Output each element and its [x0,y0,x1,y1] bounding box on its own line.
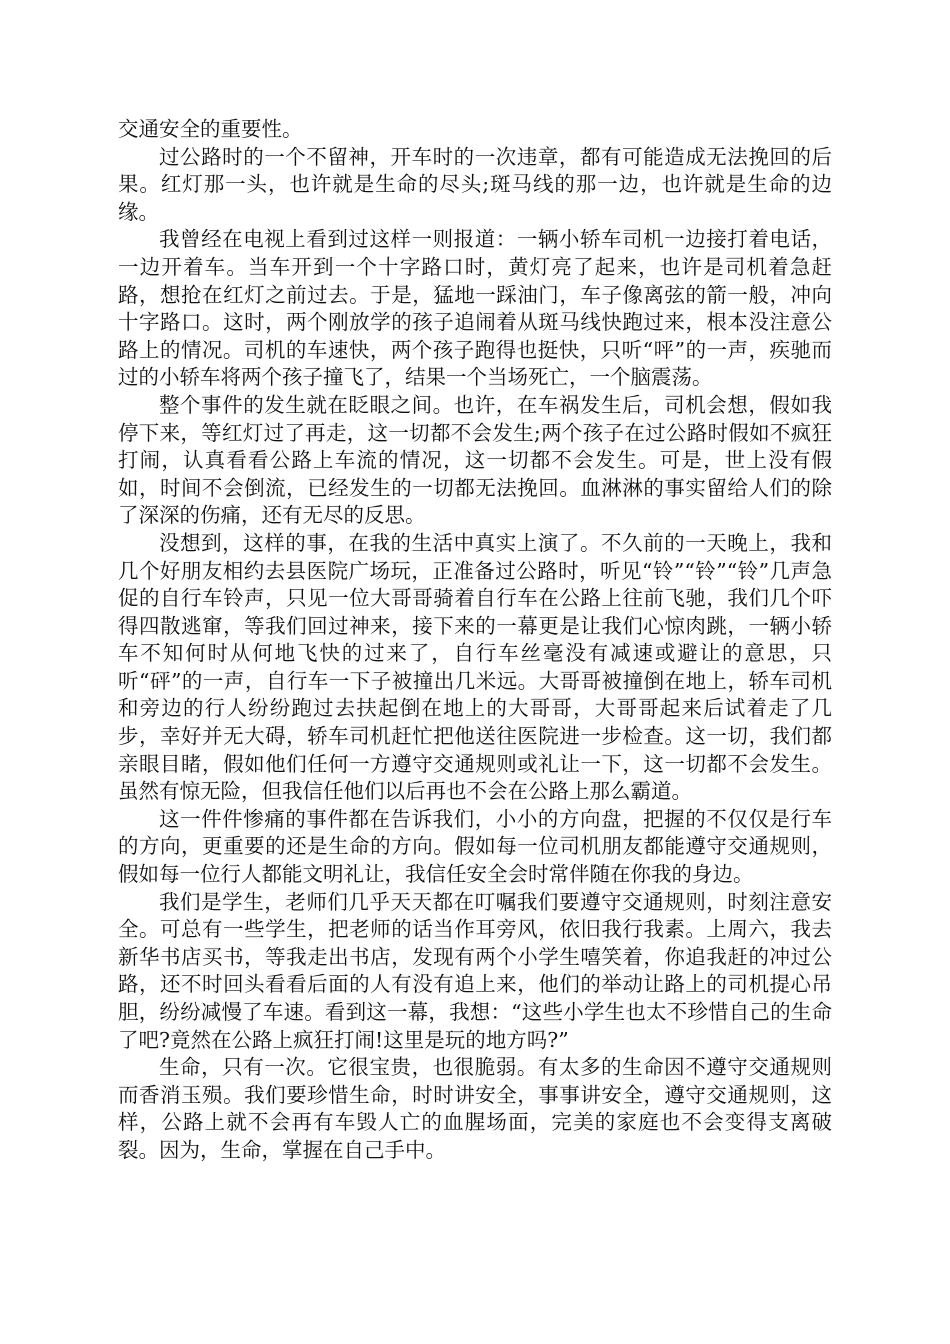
essay-body [118,116,832,1165]
paragraph-continuation: 交通安全的重要性。 [118,117,303,141]
paragraph: 这一件件惨痛的事件都在告诉我们，小小的方向盘，把握的不仅仅是行车的方向，更重要的还是生命的方向。假如每一位司机朋友都能遵守交通规则，假如每一位行人都能文明礼让，我信任安全会时常伴随在你我的身边。 [118,806,832,887]
paragraph: 没想到，这样的事，在我的生活中真实上演了。不久前的一天晚上，我和几个好朋友相约去县医院广场玩，正准备过公路时，听见“铃”“铃”“铃”几声急促的自行车铃声，只见一位大哥哥骑着自行车在公路上往前飞驰，我们几个吓得四散逃窜，等我们回过神来，接下来的一幕更是让我们心惊肉跳，一辆小轿车不知何时从何地飞快的过来了，自行车丝毫没有减速或避让的意思，只听“砰”的一声，自行车一下子被撞出几米远。大哥哥被撞倒在地上，轿车司机和旁边的行人纷纷跑过去扶起倒在地上的大哥哥，大哥哥起来后试着走了几步，幸好并无大碍，轿车司机赶忙把他送往医院进一步检查。这一切，我们都亲眼目睹，假如他们任何一方遵守交通规则或礼让一下，这一切都不会发生。虽然有惊无险，但我信任他们以后再也不会在公路上那么霸道。 [118,530,832,804]
paragraph: 我曾经在电视上看到过这样一则报道：一辆小轿车司机一边接打着电话，一边开着车。当车开到一个十字路口时，黄灯亮了起来，也许是司机着急赶路，想抢在红灯之前过去。于是，猛地一踩油门，车子像离弦的箭一般，冲向十字路口。这时，两个刚放学的孩子追闹着从斑马线快跑过来，根本没注意公路上的情况。司机的车速快，两个孩子跑得也挺快，只听“呯”的一声，疾驰而过的小轿车将两个孩子撞飞了，结果一个当场死亡，一个脑震荡。 [118,227,832,390]
paragraph: 过公路时的一个不留神，开车时的一次违章，都有可能造成无法挽回的后果。红灯那一头，也许就是生命的尽头;斑马线的那一边，也许就是生命的边缘。 [118,144,832,224]
paragraph: 生命，只有一次。它很宝贵，也很脆弱。有太多的生命因不遵守交通规则而香消玉殒。我们要珍惜生命，时时讲安全，事事讲安全，遵守交通规则，这样，公路上就不会再有车毁人亡的血腥场面，完美的家庭也不会变得支离破裂。因为，生命，掌握在自己手中。 [118,1055,832,1162]
paragraph: 整个事件的发生就在眨眼之间。也许，在车祸发生后，司机会想，假如我停下来，等红灯过了再走，这一切都不会发生;两个孩子在过公路时假如不疯狂打闹，认真看看公路上车流的情况，这一切都不会发生。可是，世上没有假如，时间不会倒流，已经发生的一切都无法挽回。血淋淋的事实留给人们的除了深深的伤痛，还有无尽的反思。 [118,392,832,528]
paragraph: 我们是学生，老师们几乎天天都在叮嘱我们要遵守交通规则，时刻注意安全。可总有一些学生，把老师的话当作耳旁风，依旧我行我素。上周六，我去新华书店买书，等我走出书店，发现有两个小学生嘻笑着，你追我赶的冲过公路，还不时回头看看后面的人有没有追上来，他们的举动让路上的司机提心吊胆，纷纷减慢了车速。看到这一幕，我想：“这些小学生也太不珍惜自己的生命了吧?竟然在公路上疯狂打闹!这里是玩的地方吗?” [118,889,832,1052]
